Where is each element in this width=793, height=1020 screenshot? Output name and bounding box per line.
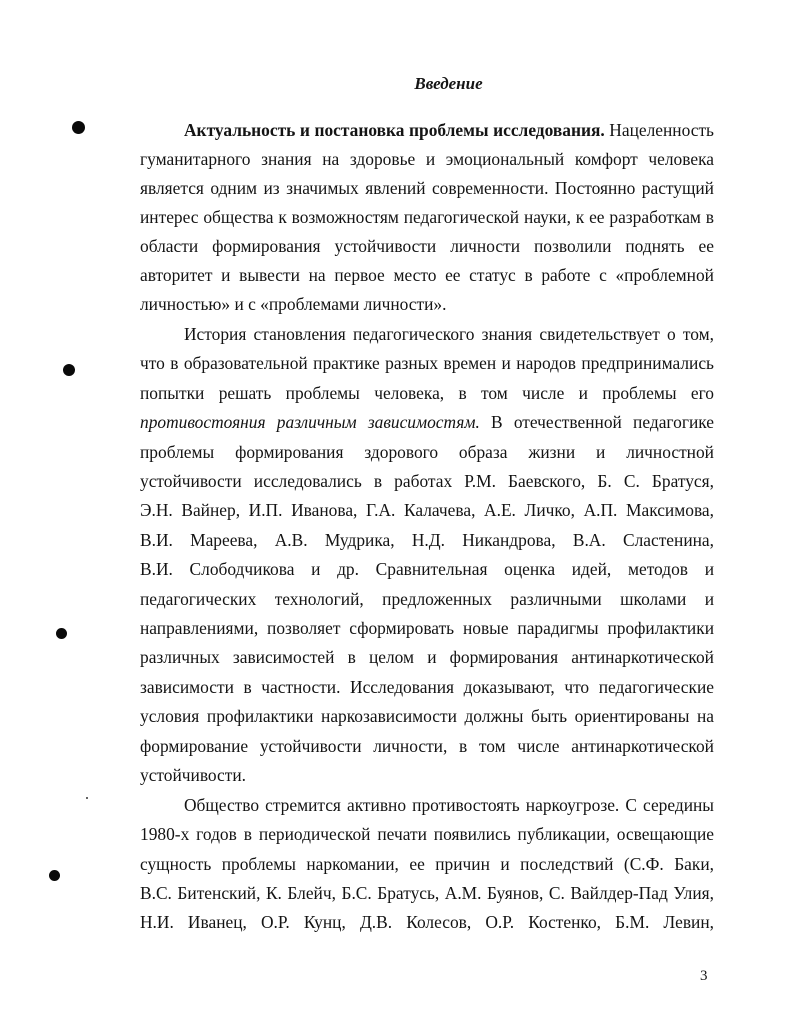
punch-hole-mark <box>49 870 60 881</box>
text-line: Общество стремится активно противостоять наркоугрозе. С середины <box>184 795 714 815</box>
page-number: 3 <box>700 968 708 984</box>
text-line: что в образовательной практике разных времен и народов предпринимались <box>140 353 714 373</box>
text-line: педагогических технологий, предложенных различными школами и <box>140 589 714 609</box>
text-line: Актуальность и постановка проблемы исследования. Нацеленность <box>184 120 714 140</box>
text-line: В.И. Мареева, А.В. Мудрика, Н.Д. Никандрова, В.А. Сластенина, <box>140 530 714 550</box>
text-line: сущность проблемы наркомании, ее причин и последствий (С.Ф. Баки, <box>140 854 714 874</box>
emphasis-text: противостояния различным зависимостям. <box>140 412 480 432</box>
text-line: История становления педагогического знания свидетельствует о том, <box>184 324 714 344</box>
text-line: интерес общества к возможностям педагогической науки, к ее разработкам в <box>140 207 714 227</box>
text-line: В.С. Битенский, К. Блейч, Б.С. Братусь, А.М. Буянов, С. Вайлдер-Пад Улия, <box>140 883 714 903</box>
text-line: противостояния различным зависимостям. В отечественной педагогике <box>140 412 714 432</box>
punch-hole-mark <box>72 121 85 134</box>
text-line: попытки решать проблемы человека, в том числе и проблемы его <box>140 383 714 403</box>
text-line: условия профилактики наркозависимости должны быть ориентированы на <box>140 706 714 726</box>
page-title: Введение <box>414 74 483 93</box>
text-line: области формирования устойчивости личности позволили поднять ее <box>140 236 714 256</box>
text-line: гуманитарного знания на здоровье и эмоциональный комфорт человека <box>140 149 714 169</box>
punch-hole-mark <box>63 364 75 376</box>
text-line: Н.И. Иванец, О.Р. Кунц, Д.В. Колесов, О.Р. Костенко, Б.М. Левин, <box>140 912 714 932</box>
text-line: устойчивости. <box>140 765 247 785</box>
text-line: проблемы формирования здорового образа жизни и личностной <box>140 442 714 462</box>
text-line: 1980-х годов в периодической печати появились публикации, освещающие <box>140 824 714 844</box>
text-line: является одним из значимых явлений современности. Постоянно растущий <box>140 178 714 198</box>
text-line: В.И. Слободчикова и др. Сравнительная оценка идей, методов и <box>140 559 714 579</box>
text-line: формирование устойчивости личности, в том числе антинаркотической <box>140 736 714 756</box>
text-line: Э.Н. Вайнер, И.П. Иванова, Г.А. Калачева, А.Е. Личко, А.П. Максимова, <box>140 500 714 520</box>
text-line: личностью» и с «проблемами личности». <box>140 294 447 314</box>
text-line: устойчивости исследовались в работах Р.М. Баевского, Б. С. Братуся, <box>140 471 714 491</box>
text-line: различных зависимостей в целом и формирования антинаркотической <box>140 647 714 667</box>
text-line: направлениями, позволяет сформировать новые парадигмы профилактики <box>140 618 714 638</box>
text-line: авторитет и вывести на первое место ее статус в работе с «проблемной <box>140 265 714 285</box>
punch-hole-mark <box>56 628 67 639</box>
scan-speck <box>86 797 88 799</box>
text-line: зависимости в частности. Исследования доказывают, что педагогические <box>140 677 714 697</box>
section-lead: Актуальность и постановка проблемы исследования. <box>184 120 605 140</box>
